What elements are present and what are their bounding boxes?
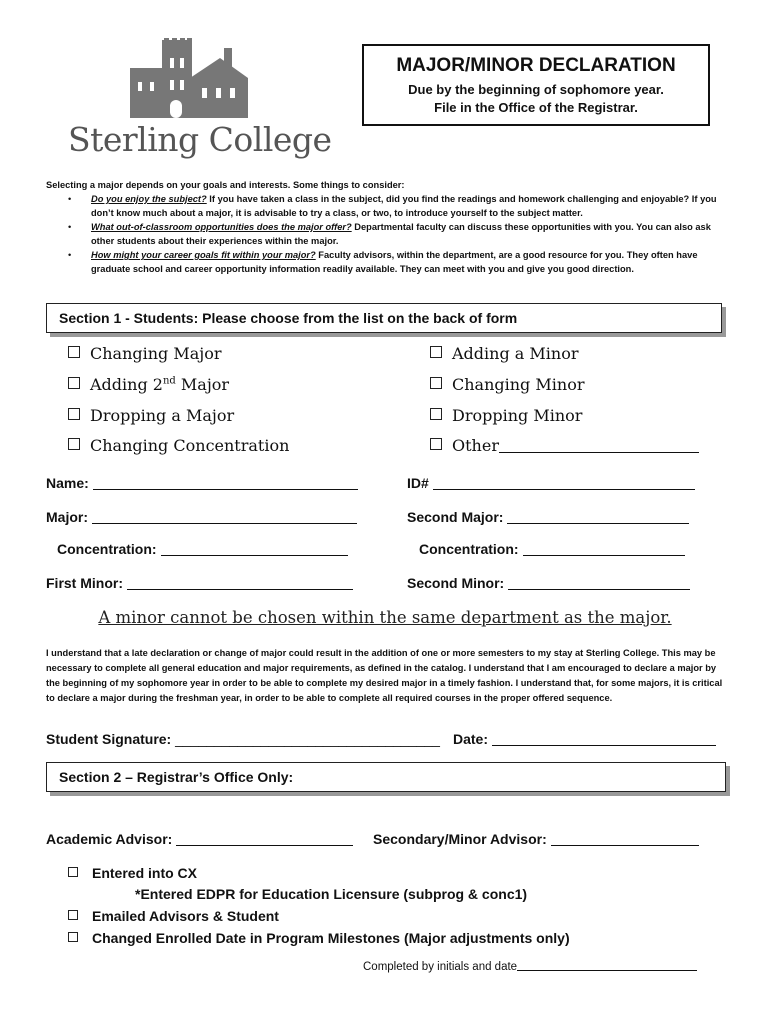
second-minor-field[interactable] (407, 575, 690, 591)
college-logo (68, 38, 332, 168)
name-field[interactable] (46, 475, 358, 491)
date-field[interactable] (453, 731, 716, 747)
checklist-label: Emailed Advisors & Student (92, 908, 279, 924)
college-name: Sterling College (68, 120, 332, 159)
major-input-line[interactable] (92, 523, 357, 524)
option-label: Other (452, 436, 499, 455)
concentration-field[interactable] (57, 541, 348, 557)
academic-advisor-input-line[interactable] (176, 845, 353, 846)
ordinal-suffix: nd (162, 375, 176, 387)
building-icon (120, 38, 250, 128)
form-title: MAJOR/MINOR DECLARATION (396, 55, 676, 76)
date-input-line[interactable] (492, 745, 716, 746)
id-field[interactable] (407, 475, 695, 491)
field-label: Student Signature: (46, 731, 176, 747)
emailed-advisors-item[interactable] (68, 908, 279, 924)
due-note: Due by the beginning of sophomore year. (408, 82, 664, 97)
second-minor-input-line[interactable] (508, 589, 690, 590)
id-input-line[interactable] (433, 489, 695, 490)
checklist-label: Entered into CX (92, 865, 198, 881)
field-label: ID# (407, 475, 429, 491)
option-dropping-major[interactable] (68, 406, 234, 425)
checklist-label: Changed Enrolled Date in Program Milestones (Major adjustments only) (92, 930, 570, 946)
option-other[interactable] (430, 436, 699, 455)
checkbox[interactable] (68, 867, 78, 877)
concentration-2-input-line[interactable] (523, 555, 685, 556)
signature-line[interactable]: __________________________________ (175, 731, 440, 747)
name-input-line[interactable] (93, 489, 358, 490)
question-text: How might your career goals fit within your major? (91, 250, 316, 260)
option-adding-second-major[interactable] (68, 375, 229, 394)
minor-note: A minor cannot be chosen within the same department as the major. (98, 608, 672, 627)
section-1-header: Section 1 - Students: Please choose from the list on the back of form (46, 303, 722, 333)
option-label: Dropping Minor (452, 406, 583, 425)
answer-text: If you have taken a class in the subject, did you find the readings and homework challenging and enjoyable? If you don’t know much about a major, it is advisable to try a class, or two, to introduce yourself to the subject matter. (91, 194, 717, 218)
answer-text: Faculty advisors, within the department, are a good resource for you. They often have graduate school and career opportunity information readily available. They can meet with you and give you good direction. (91, 250, 698, 274)
other-input-line[interactable] (499, 452, 699, 453)
field-label: Date: (453, 731, 489, 747)
option-label: Adding a Minor (452, 344, 579, 363)
secondary-advisor-input-line[interactable] (551, 845, 699, 846)
answer-text: Departmental faculty can discuss these opportunities with you. You can also ask other students about their experiences within the major. (91, 222, 711, 246)
changed-enrolled-date-item[interactable] (68, 930, 570, 946)
option-label: Changing Minor (452, 375, 585, 394)
option-label-suffix: Major (175, 375, 230, 394)
student-signature-field[interactable] (46, 731, 440, 747)
entered-cx-item[interactable] (68, 865, 197, 881)
field-label: Second Major: (407, 509, 504, 525)
checkbox[interactable] (430, 438, 442, 450)
field-label: Completed by initials and date (363, 961, 518, 973)
list-item (46, 192, 726, 220)
field-label: Name: (46, 475, 89, 491)
intro-lead: Selecting a major depends on your goals and interests. Some things to consider: (46, 180, 405, 190)
first-minor-field[interactable] (46, 575, 353, 591)
option-dropping-minor[interactable] (430, 406, 582, 425)
field-label: Academic Advisor: (46, 831, 173, 847)
concentration-input-line[interactable] (161, 555, 348, 556)
secondary-advisor-field[interactable] (373, 831, 699, 847)
option-label: Adding 2 (90, 375, 163, 394)
option-adding-minor[interactable] (430, 344, 579, 363)
field-label: Concentration: (57, 541, 157, 557)
list-item (46, 248, 726, 276)
file-note: File in the Office of the Registrar. (434, 100, 638, 115)
intro-text (46, 178, 726, 276)
second-major-field[interactable] (407, 509, 689, 525)
option-changing-major[interactable] (68, 344, 222, 363)
option-changing-concentration[interactable] (68, 436, 289, 455)
completed-by-field[interactable] (363, 961, 697, 973)
option-label: Changing Major (90, 344, 222, 363)
second-major-input-line[interactable] (507, 523, 689, 524)
field-label: First Minor: (46, 575, 123, 591)
checkbox[interactable] (68, 932, 78, 942)
field-label: Second Minor: (407, 575, 505, 591)
first-minor-input-line[interactable] (127, 589, 353, 590)
major-field[interactable] (46, 509, 357, 525)
checkbox[interactable] (430, 346, 442, 358)
edpr-note: *Entered EDPR for Education Licensure (subprog & conc1) (135, 886, 528, 902)
field-label: Major: (46, 509, 88, 525)
section-2-header: Section 2 – Registrar’s Office Only: (46, 762, 726, 792)
checkbox[interactable] (68, 910, 78, 920)
academic-advisor-field[interactable] (46, 831, 353, 847)
checkbox[interactable] (68, 408, 80, 420)
acknowledgement-text: I understand that a late declaration or change of major could result in the addition of one or more semesters to my stay at Sterling College. This may be necessary to complete all general education and major requirements, as defined in the catalog. I understand that I am encouraged to declare a major by the beginning of my sophomore year in order to be able to complete my desired major in a timely fashion. I understand that, for some majors, it is critical to declare a major during the freshman year, in order to be able to complete all required courses in the proper offered sequence. (46, 648, 723, 703)
checkbox[interactable] (430, 377, 442, 389)
concentration-2-field[interactable] (419, 541, 685, 557)
checkbox[interactable] (68, 377, 80, 389)
consider-list (46, 192, 726, 276)
title-box (362, 44, 710, 126)
checkbox[interactable] (430, 408, 442, 420)
completed-input-line[interactable] (517, 970, 697, 971)
question-text: Do you enjoy the subject? (91, 194, 207, 204)
field-label: Concentration: (419, 541, 519, 557)
checkbox[interactable] (68, 438, 80, 450)
checkbox[interactable] (68, 346, 80, 358)
question-text: What out-of-classroom opportunities does the major offer? (91, 222, 352, 232)
field-label: Secondary/Minor Advisor: (373, 831, 547, 847)
option-changing-minor[interactable] (430, 375, 584, 394)
option-label: Changing Concentration (90, 436, 290, 455)
list-item (46, 220, 726, 248)
option-label: Dropping a Major (90, 406, 235, 425)
